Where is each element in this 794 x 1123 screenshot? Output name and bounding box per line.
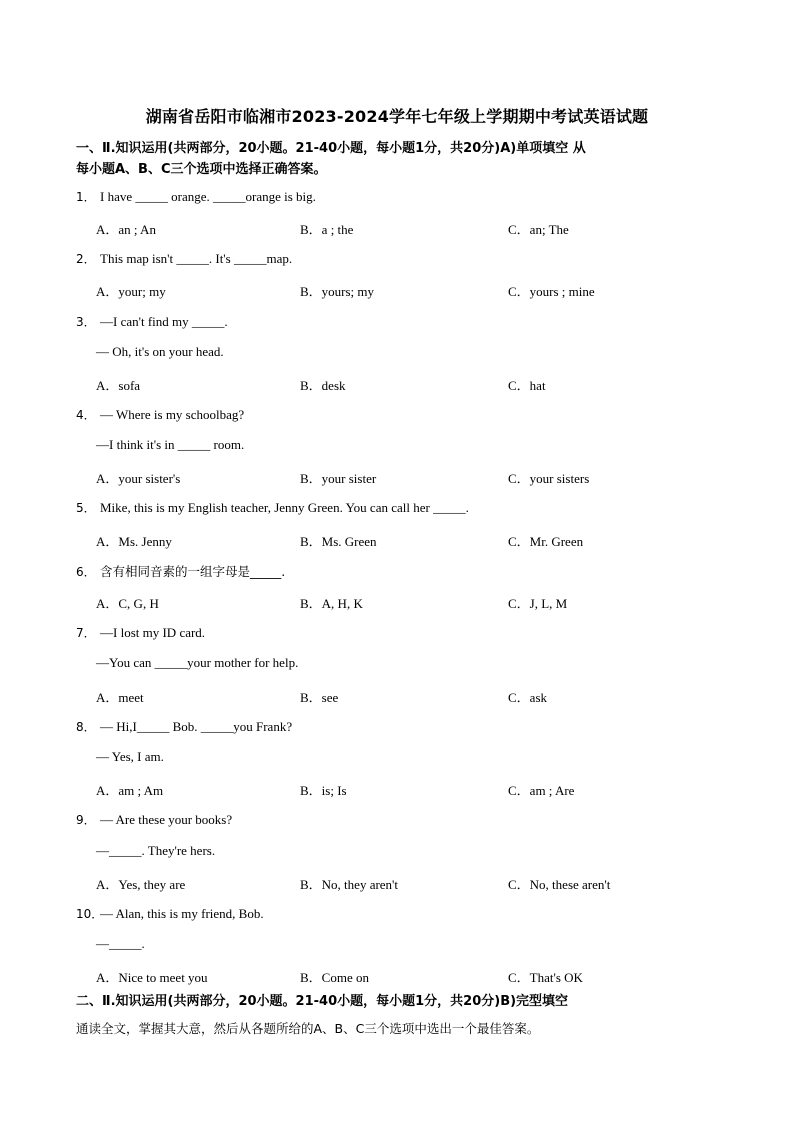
section-1-line-1: 一、Ⅱ.知识运用(共两部分，20小题。21-40小题，每小题1分，共20分)A)单项填空 从 <box>76 141 586 156</box>
option-c: C．am ; Are <box>508 783 575 798</box>
option-c: C．yours ; mine <box>508 284 595 299</box>
question-line: —_____. They're hers. <box>96 843 216 858</box>
option-b: B．is; Is <box>300 783 347 798</box>
section-1-heading <box>76 138 726 180</box>
question-10 <box>76 905 716 922</box>
option-b: B．No, they aren't <box>300 877 399 892</box>
question-number: 9． <box>76 813 96 827</box>
question-line: —_____. <box>96 936 145 951</box>
option-b: B．your sister <box>300 471 377 486</box>
option-c: C．No, these aren't <box>508 877 611 892</box>
question-text: — Alan, this is my friend, Bob. <box>100 906 264 921</box>
option-c: C．ask <box>508 690 548 705</box>
question-line: — Oh, it's on your head. <box>96 344 224 359</box>
question-6 <box>76 562 716 580</box>
question-number: 6． <box>76 565 96 579</box>
question-line: —You can _____your mother for help. <box>96 655 299 670</box>
question-text: —I can't find my _____. <box>100 314 228 329</box>
option-c: C．your sisters <box>508 471 590 486</box>
question-number: 4． <box>76 408 96 422</box>
question-5 <box>76 499 716 516</box>
question-8 <box>76 718 716 735</box>
question-text: 含有相同音素的一组字母是_____. <box>100 564 286 579</box>
option-b: B．desk <box>300 378 346 393</box>
option-b: B．yours; my <box>300 284 375 299</box>
question-line: — Yes, I am. <box>96 749 164 764</box>
option-a: A．meet <box>96 690 144 705</box>
question-number: 7． <box>76 626 96 640</box>
option-a: A．Yes, they are <box>96 877 186 892</box>
question-text: — Where is my schoolbag? <box>100 407 245 422</box>
question-1 <box>76 188 716 205</box>
option-a: A．an ; An <box>96 222 156 237</box>
question-text: I have _____ orange. _____orange is big. <box>100 189 316 204</box>
question-text: — Hi,I_____ Bob. _____you Frank? <box>100 719 293 734</box>
question-number: 8． <box>76 720 96 734</box>
section-2-instruction: 通读全文，掌握其大意，然后从各题所给的A、B、C三个选项中选出一个最佳答案。 <box>76 1021 540 1036</box>
option-c: C．Mr. Green <box>508 534 584 549</box>
question-2 <box>76 250 716 267</box>
option-b: B．Come on <box>300 970 369 985</box>
question-4 <box>76 406 716 423</box>
option-c: C．hat <box>508 378 546 393</box>
question-line: —I think it's in _____ room. <box>96 437 245 452</box>
question-number: 10． <box>76 907 104 921</box>
option-b: B．see <box>300 690 339 705</box>
question-number: 2． <box>76 252 96 266</box>
option-c: C．J, L, M <box>508 596 568 611</box>
option-a: A．C, G, H <box>96 596 159 611</box>
question-3 <box>76 313 716 330</box>
option-b: B．Ms. Green <box>300 534 377 549</box>
option-a: A．am ; Am <box>96 783 164 798</box>
option-b: B．A, H, K <box>300 596 363 611</box>
section-2-heading: 二、Ⅱ.知识运用(共两部分，20小题。21-40小题，每小题1分，共20分)B)完型填空 <box>76 994 569 1009</box>
question-text: — Are these your books? <box>100 812 233 827</box>
question-number: 1． <box>76 190 96 204</box>
question-number: 3． <box>76 315 96 329</box>
page-title: 湖南省岳阳市临湘市2023-2024学年七年级上学期期中考试英语试题 <box>145 107 649 126</box>
question-7 <box>76 624 716 641</box>
option-c: C．an; The <box>508 222 569 237</box>
option-b: B．a ; the <box>300 222 354 237</box>
option-a: A．your sister's <box>96 471 181 486</box>
option-c: C．That's OK <box>508 970 583 985</box>
option-a: A．sofa <box>96 378 141 393</box>
option-a: A．Nice to meet you <box>96 970 208 985</box>
option-a: A．Ms. Jenny <box>96 534 172 549</box>
question-9 <box>76 811 716 828</box>
option-a: A．your; my <box>96 284 166 299</box>
section-1-line-2: 每小题A、B、C三个选项中选择正确答案。 <box>76 162 327 177</box>
question-number: 5． <box>76 501 96 515</box>
question-text: This map isn't _____. It's _____map. <box>100 251 293 266</box>
question-text: Mike, this is my English teacher, Jenny Green. You can call her _____. <box>100 500 469 515</box>
question-text: —I lost my ID card. <box>100 625 206 640</box>
